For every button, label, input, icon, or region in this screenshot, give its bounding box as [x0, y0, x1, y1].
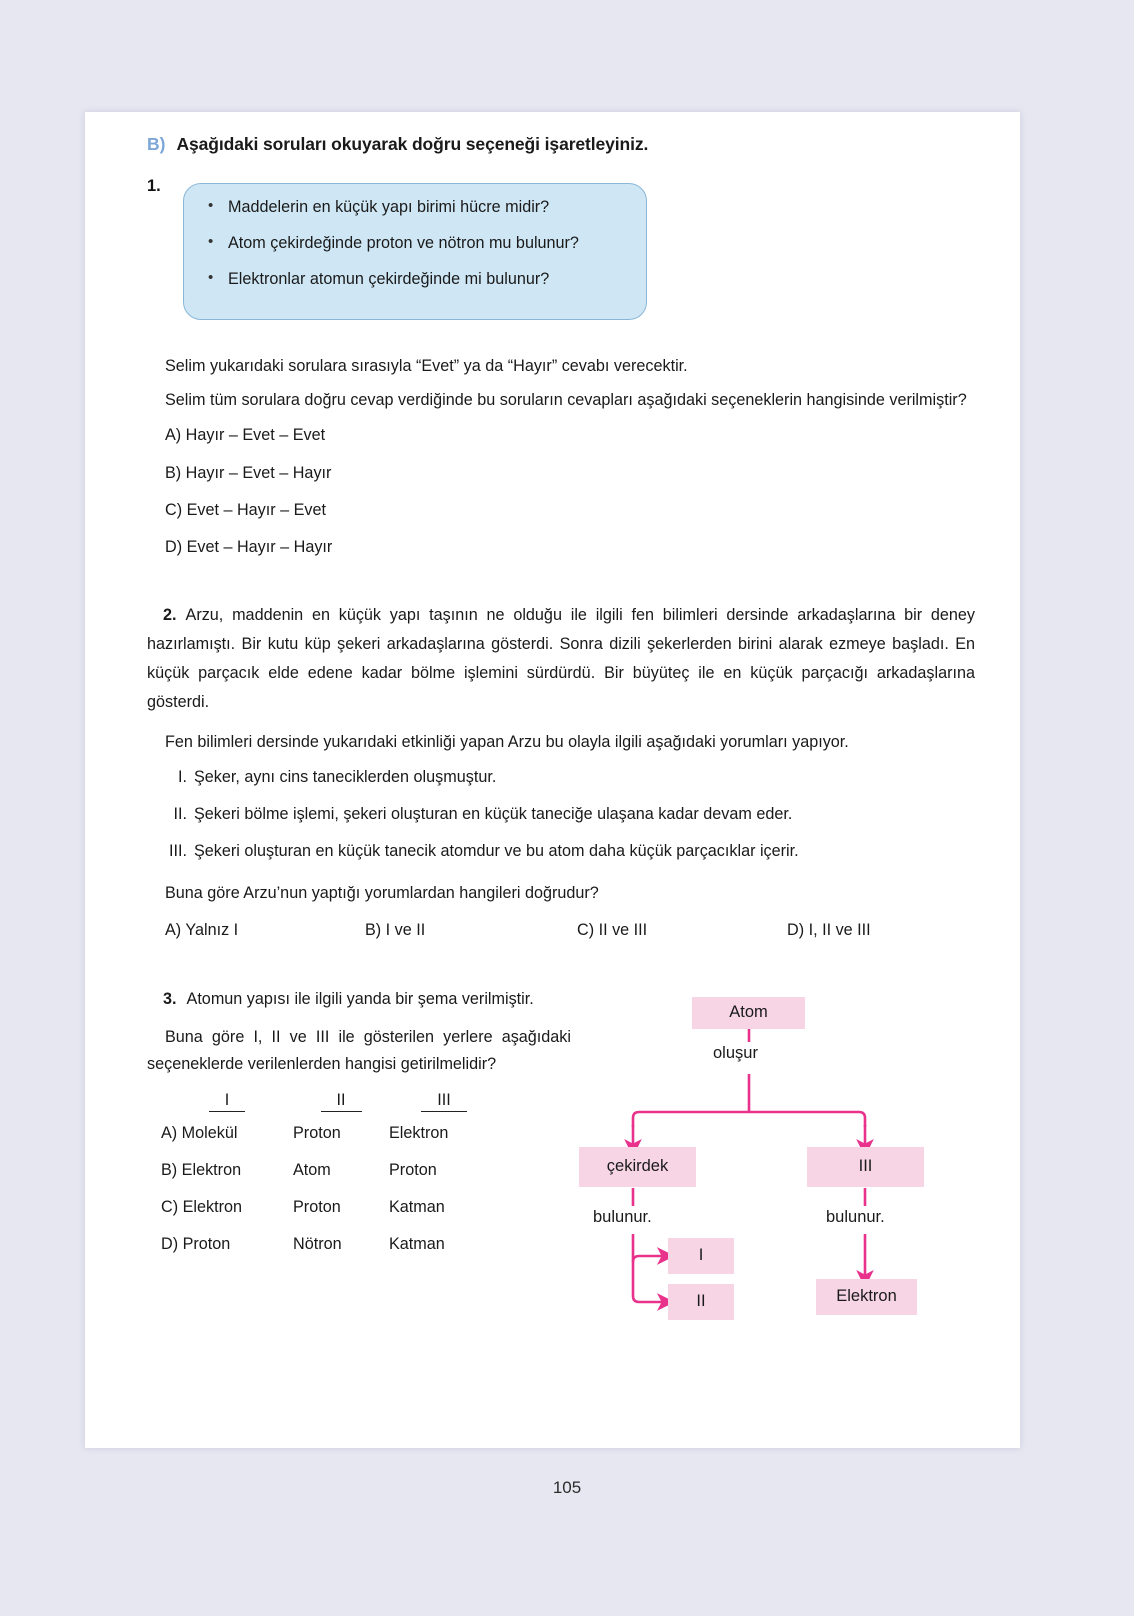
question-1-option-c[interactable]: C) Evet – Hayır – Evet [165, 500, 327, 519]
atom-structure-diagram [579, 982, 975, 1322]
cell-b-ii: Atom [293, 1161, 331, 1180]
table-row[interactable] [161, 1189, 499, 1226]
bullet-text: Maddelerin en küçük yapı birimi hücre midir? [228, 198, 550, 216]
roman-numeral: II. [173, 805, 187, 824]
question-2-item-iii [147, 843, 975, 859]
cell-c-ii: Proton [293, 1198, 341, 1217]
cell-d-ii: Nötron [293, 1235, 342, 1254]
section-heading [147, 134, 975, 155]
bullet-text: Atom çekirdeğinde proton ve nötron mu bulunur? [228, 234, 579, 252]
list-item [206, 235, 646, 252]
section-title: Aşağıdaki soruları okuyarak doğru seçeneği işaretleyiniz. [176, 134, 649, 154]
cell-a-iii: Elektron [389, 1124, 449, 1143]
question-2-question: Buna göre Arzu’nun yaptığı yorumlardan hangileri doğrudur? [165, 884, 599, 903]
question-2-option-a[interactable]: A) Yalnız I [165, 920, 239, 939]
question-1 [147, 177, 975, 327]
question-2-item-ii [147, 806, 975, 822]
question-1-option-d[interactable]: D) Evet – Hayır – Hayır [165, 538, 333, 557]
question-1-option-a[interactable]: A) Hayır – Evet – Evet [165, 426, 326, 445]
section-letter: B) [147, 134, 166, 154]
question-2-option-d[interactable]: D) I, II ve III [787, 920, 871, 939]
question-3-options-table [161, 1091, 499, 1263]
question-2-item-i [147, 769, 975, 785]
question-2-body: Arzu, maddenin en küçük yapı taşının ne olduğu ile ilgili fen bilimleri dersinde arkadaşlarına bir deney hazırlamıştı. Bir kutu küp şekeri arkadaşlarına gösterdi. Sonra dizili şekerlerden birini alarak ezmeye başladı. En küçük parçacık elde edene kadar bölme işlemini sürdürdü. Bir büyüteç ile en küçük parçacığı arkadaşlarına gösterdi. [147, 606, 975, 711]
diagram-box-ii: II [668, 1284, 734, 1320]
question-2-option-c[interactable]: C) II ve III [577, 920, 648, 939]
cell-a-i: A) Molekül [161, 1124, 238, 1143]
cell-c-i: C) Elektron [161, 1198, 242, 1217]
diagram-label-bulunur-right: bulunur. [826, 1207, 885, 1226]
question-2-paragraph-2: Fen bilimleri dersinde yukarıdaki etkinliği yapan Arzu bu olayla ilgili aşağıdaki yorumları yapıyor. [165, 732, 849, 751]
diagram-box-iii: III [807, 1147, 924, 1187]
column-header-i: I [161, 1091, 293, 1115]
diagram-box-cekirdek: çekirdek [579, 1147, 696, 1187]
cell-d-iii: Katman [389, 1235, 445, 1254]
page-number: 105 [552, 1478, 582, 1497]
roman-numeral: III. [169, 842, 187, 861]
bullet-icon: • [208, 197, 214, 214]
bullet-text: Elektronlar atomun çekirdeğinde mi bulunur? [228, 270, 550, 288]
roman-item-text: Şekeri bölme işlemi, şekeri oluşturan en küçük taneciğe ulaşana kadar devam eder. [194, 805, 793, 824]
question-1-option-b[interactable]: B) Hayır – Evet – Hayır [165, 463, 332, 482]
cell-d-i: D) Proton [161, 1235, 231, 1254]
question-2-number: 2. [163, 606, 177, 625]
question-2-paragraph-1 [147, 601, 975, 716]
question-3-paragraph-1 [147, 986, 571, 1014]
bullet-icon: • [208, 269, 214, 286]
question-2-option-b[interactable]: B) I ve II [365, 920, 426, 939]
diagram-box-i: I [668, 1238, 734, 1274]
list-item [206, 199, 646, 216]
column-header-ii: II [293, 1091, 389, 1115]
roman-item-text: Şekeri oluşturan en küçük tanecik atomdur ve bu atom daha küçük parçacıklar içerir. [194, 842, 799, 861]
cell-b-iii: Proton [389, 1161, 437, 1180]
page-sheet [85, 112, 1020, 1448]
question-1-number: 1. [147, 177, 161, 195]
roman-item-text: Şeker, aynı cins taneciklerden oluşmuştur. [194, 767, 497, 786]
diagram-label-olusur: oluşur [713, 1043, 758, 1062]
question-1-paragraph-2: Selim tüm sorulara doğru cevap verdiğinde bu soruların cevapları aşağıdaki seçeneklerin hangisinde verilmiştir? [165, 391, 967, 410]
cell-a-ii: Proton [293, 1124, 341, 1143]
question-1-bullet-list [184, 184, 646, 288]
table-row[interactable] [161, 1115, 499, 1152]
table-row[interactable] [161, 1226, 499, 1263]
question-1-prompt-box [183, 183, 647, 320]
page-content [147, 130, 975, 1316]
question-3-body: Atomun yapısı ile ilgili yanda bir şema verilmiştir. [186, 989, 534, 1008]
question-2-options [147, 921, 975, 940]
bullet-icon: • [208, 233, 214, 250]
cell-c-iii: Katman [389, 1198, 445, 1217]
list-item [206, 271, 646, 288]
column-header-iii: III [389, 1091, 499, 1115]
question-2 [147, 601, 975, 939]
diagram-box-elektron: Elektron [816, 1279, 917, 1315]
question-3-paragraph-2: Buna göre I, II ve III ile gösterilen yerlere aşağıdaki seçeneklerde verilenlerden hangisi getirilmelidir? [147, 1027, 571, 1074]
diagram-label-bulunur-left: bulunur. [593, 1207, 652, 1226]
question-3 [147, 986, 975, 1316]
cell-b-i: B) Elektron [161, 1161, 242, 1180]
table-row[interactable] [161, 1152, 499, 1189]
diagram-box-atom: Atom [692, 997, 805, 1029]
question-1-paragraph-1: Selim yukarıdaki sorulara sırasıyla “Evet” ya da “Hayır” cevabı verecektir. [165, 357, 688, 375]
roman-numeral: I. [178, 767, 187, 786]
question-3-number: 3. [163, 989, 177, 1008]
question-3-text-column [147, 986, 571, 1264]
table-header-row [161, 1091, 499, 1115]
